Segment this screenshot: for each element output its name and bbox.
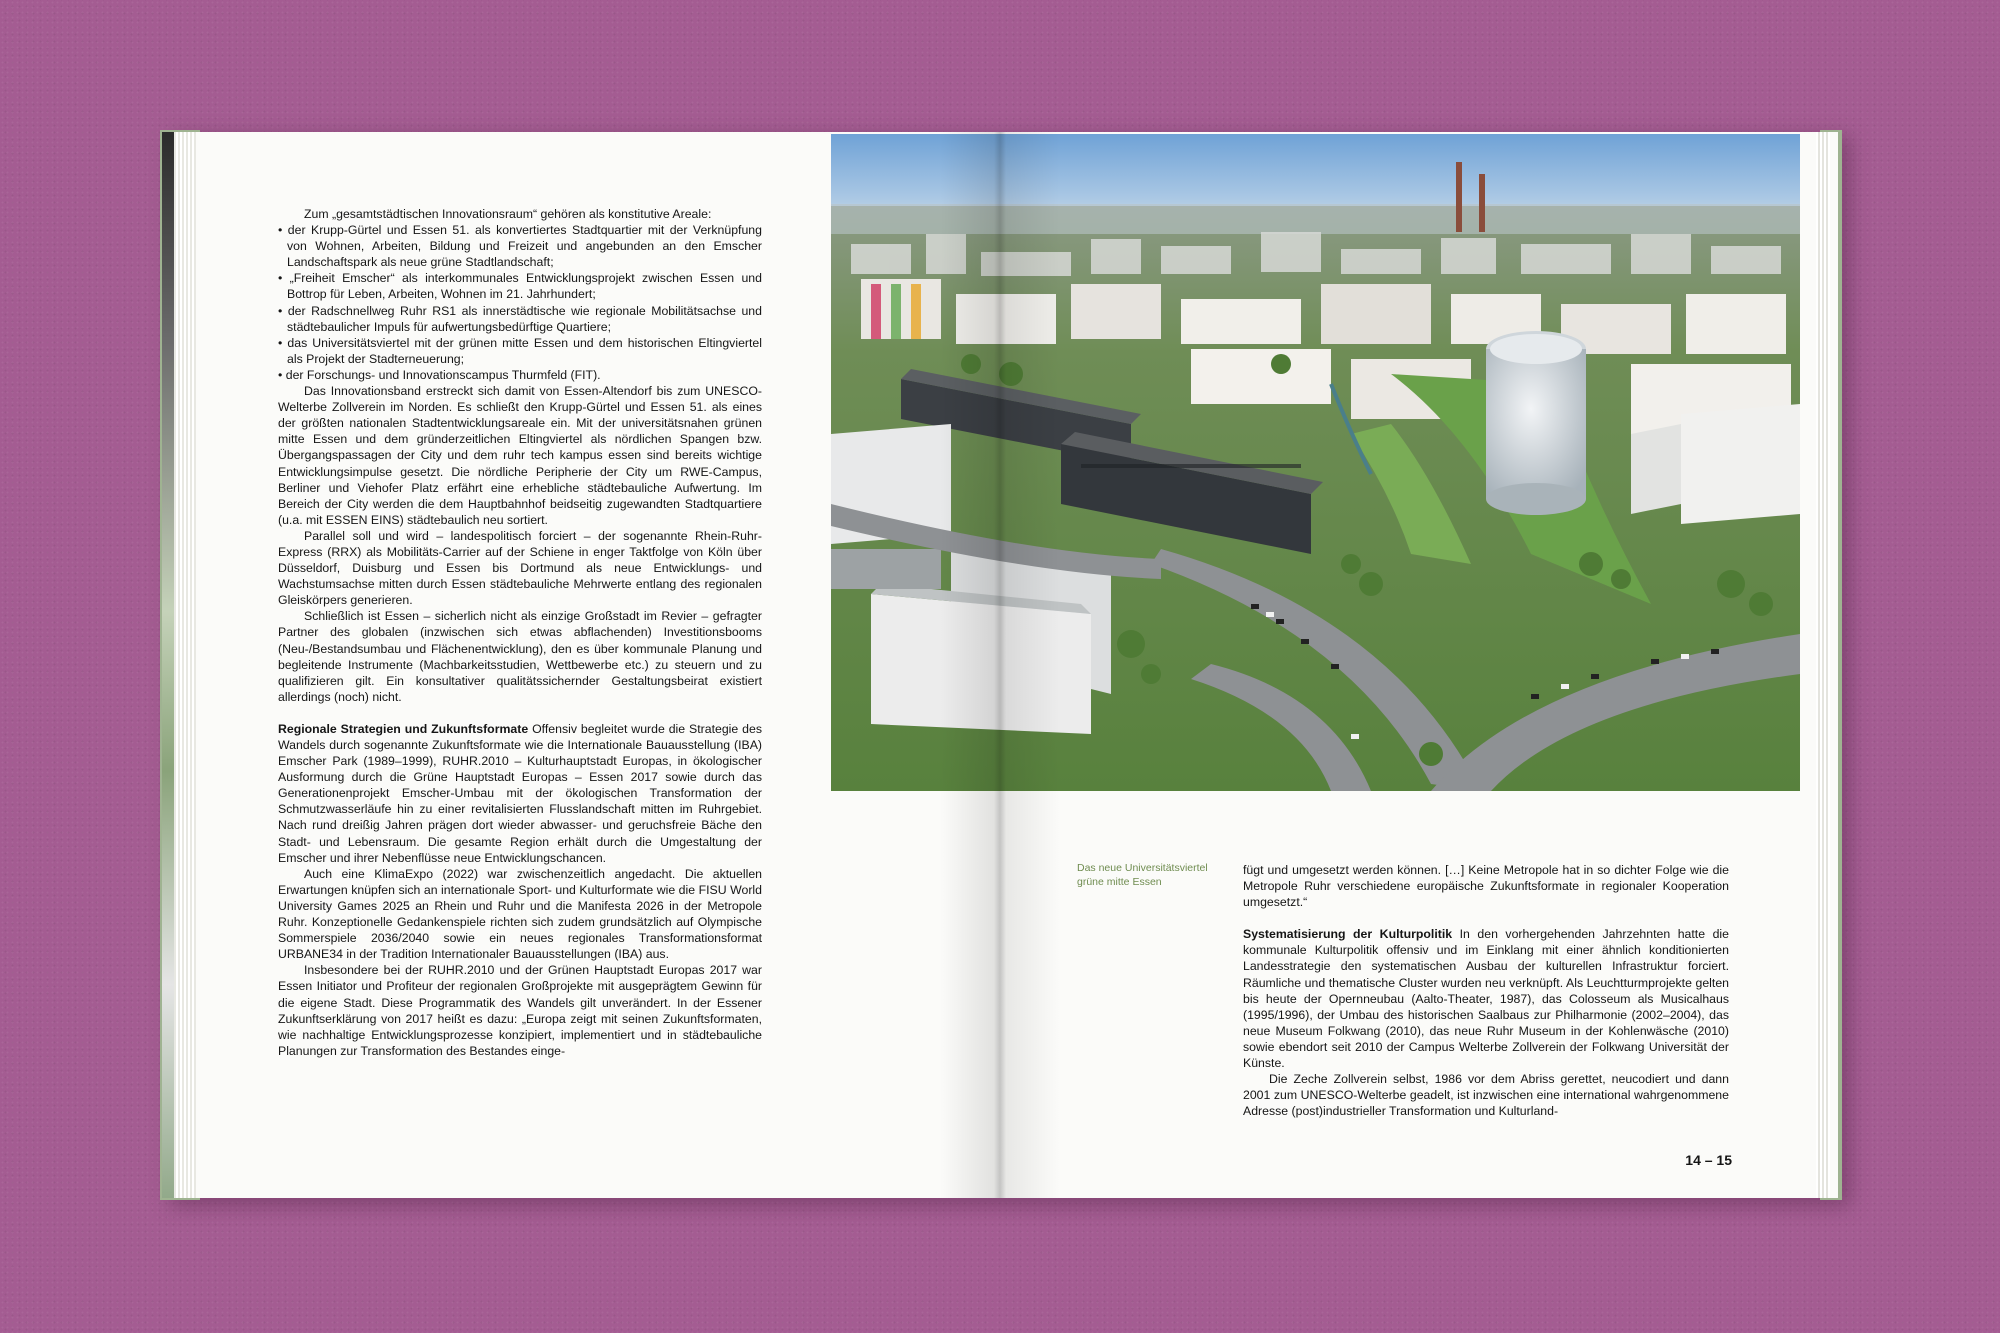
right-page-text xyxy=(1243,862,1729,1119)
list-item: • der Krupp-Gürtel und Essen 51. als konvertiertes Stadtquartier mit der Verknüpfung von Wohnen, Arbeiten, Bildung und Freizeit und angebunden an den Emscher Landschaftspark als neue grüne Stadtlandschaft; xyxy=(278,222,762,270)
book-gutter-shadow xyxy=(940,132,1060,1198)
list-item: • der Radschnellweg Ruhr RS1 als innerstädtische wie regionale Mobilitätsachse und städtebaulicher Impuls für aufwertungsbedürftige Quartiere; xyxy=(278,303,762,335)
caption-line: grüne mitte Essen xyxy=(1077,876,1162,888)
body-paragraph: Das Innovationsband erstreckt sich damit von Essen-Altendorf bis zum UNESCO-Welterbe Zollverein im Norden. Es schließt den Krupp-Gürtel und Essen 51. als eines der größten nationalen Stadtentwicklungsareale ein. Mit der universitätsnahen grünen mitte Essen und dem gründerzeitlichen Eltingviertel als nördlichen Spangen bzw. Übergangspassagen der City und dem ruhr tech kampus essen sind bereits wichtige Entwicklungsimpulse gesetzt. Die nördliche Peripherie der City um RWE-Campus, Berliner und Viehofer Platz erfährt eine erhebliche städtebauliche Aufwertung. Im Bereich der City werden die dem Hauptbahnhof beidseitig zugewandten Stadtquartiere (u.a. mit ESSEN EINS) städtebaulich neu sortiert. xyxy=(278,384,762,527)
list-item: • das Universitätsviertel mit der grünen mitte Essen und dem historischen Eltingviertel als Projekt der Stadterneuerung; xyxy=(278,335,762,367)
section-body: In den vorhergehenden Jahrzehnten hatte die kommunale Kulturpolitik offensiv und im Einklang mit einer ähnlich konditionierten Landesstrategie den systematischen Ausbau der kulturellen Infrastruktur forciert. Räumliche und thematische Cluster wurden neu verknüpft. Als Leuchtturmprojekte gelten bis heute der Opernneubau (Aalto-Theater, 1987), das Colosseum als Musicalhaus (1995/1996), der Umbau des historischen Saalbaus zur Philharmonie (2002–2004), das neue Museum Folkwang (2010), das neue Ruhr Museum in der Kohlenwäsche (2010) sowie ebendort seit 2010 der Campus Welterbe Zollverein der Folkwang Universität der Künste. xyxy=(1243,927,1729,1071)
section-paragraph xyxy=(278,721,762,866)
section-paragraph xyxy=(1243,926,1729,1071)
section-heading: Regionale Strategien und Zukunftsformate xyxy=(278,721,529,736)
left-page-text xyxy=(278,206,762,1059)
list-item: • der Forschungs- und Innovationscampus Thurmfeld (FIT). xyxy=(278,367,762,383)
page-numbers: 14 – 15 xyxy=(1685,1152,1732,1168)
section-body: Offensiv begleitet wurde die Strategie des Wandels durch sogenannte Zukunftsformate wie die Internationale Bauausstellung (IBA) Emscher Park (1989–1999), RUHR.2010 – Kulturhauptstadt Europas, in ökologischer Ausformung durch die Grüne Hauptstadt Europas – Essen 2017 sowie durch das Generationenprojekt Emscher-Umbau mit der ökologischen Transformation der Schmutzwasserläufe hin zu einer revitalisierten Flusslandschaft mitten im Ruhrgebiet. Nach rund dreißig Jahren prägen dort wieder abwasser- und geruchsfreie Bäche den Stadt- und Lebensraum. Die gesamte Region erhält durch die Umgestaltung der Emscher und ihrer Nebenflüsse neue Entwicklungschancen. xyxy=(278,721,762,865)
areas-bullet-list xyxy=(278,222,762,383)
body-paragraph: Schließlich ist Essen – sicherlich nicht als einzige Großstadt im Revier – gefragter Partner des globalen (inzwischen sich etwas abflachenden) Investitionsbooms (Neu-/Bestandsumbau und Flächenentwicklung), den es über kommunale Planung und begleitende Instrumente (Machbarkeitsstudien, Wettbewerbe etc.) zu steuern und zu qualifizieren gilt. Ein konsultativer qualitätssichernder Gestaltungsbeirat existiert allerdings (noch) nicht. xyxy=(278,609,762,704)
body-paragraph: Die Zeche Zollverein selbst, 1986 vor dem Abriss gerettet, neucodiert und dann 2001 zum UNESCO-Welterbe geadelt, ist inzwischen eine international wahrgenommene Adresse (post)industrieller Transformation und Kulturland- xyxy=(1243,1072,1729,1119)
photo-caption xyxy=(1077,861,1227,889)
body-paragraph: Insbesondere bei der RUHR.2010 und der Grünen Hauptstadt Europas 2017 war Essen Initiator und Profiteur der regionalen Großprojekte mit ausgeprägtem Gewinn für die eigene Stadt. Diese Programmatik des Wandels gilt unverändert. In der Essener Zukunftserklärung von 2017 heißt es dazu: „Europa zeigt mit seinen Zukunftsformaten, wie nachhaltige Entwicklungsprozesse konzipiert, implementiert und in städtebauliche Planungen zur Transformation des Bestandes einge- xyxy=(278,963,762,1058)
page-stack-right xyxy=(1816,132,1830,1198)
page-stack-left xyxy=(174,132,196,1198)
list-item: • „Freiheit Emscher“ als interkommunales Entwicklungsprojekt zwischen Essen und Bottrop für Leben, Arbeiten, Wohnen im 21. Jahrhundert; xyxy=(278,270,762,302)
body-paragraph: fügt und umgesetzt werden können. […] Keine Metropole hat in so dichter Folge wie die Metropole Ruhr verschiedene europäische Zukunftsformate in regionaler Kooperation umgesetzt.“ xyxy=(1243,863,1729,910)
section-heading: Systematisierung der Kulturpolitik xyxy=(1243,927,1453,942)
body-paragraph: Parallel soll und wird – landespolitisch forciert – der sogenannte Rhein-Ruhr-Express (RRX) als Mobilitäts-Carrier auf der Schiene in enger Taktfolge von Köln über Düsseldorf, Duisburg und Essen bis Dortmund als neue Entwicklungs- und Wachstumsachse mitten durch Essen städtebauliche Mehrwerte entlang des regionalen Gleiskörpers generieren. xyxy=(278,528,762,608)
caption-line: Das neue Universitätsviertel xyxy=(1077,862,1208,874)
body-paragraph: Auch eine KlimaExpo (2022) war zwischenzeitlich angedacht. Die aktuellen Erwartungen knüpfen sich an internationale Sport- und Kulturformate wie die FISU World University Games 2025 an Rhein und Ruhr und die Manifesta 2026 in der Metropole Ruhr. Konzeptionelle Gedankenspiele richten sich zudem grundsätzlich auf Olympische Sommerspiele 2036/2040 sowie ein neues regionales Transformationsformat URBANE34 in der Tradition Internationaler Bauausstellungen (IBA) aus. xyxy=(278,866,762,962)
intro-paragraph: Zum „gesamtstädtischen Innovationsraum“ gehören als konstitutive Areale: xyxy=(304,207,712,221)
